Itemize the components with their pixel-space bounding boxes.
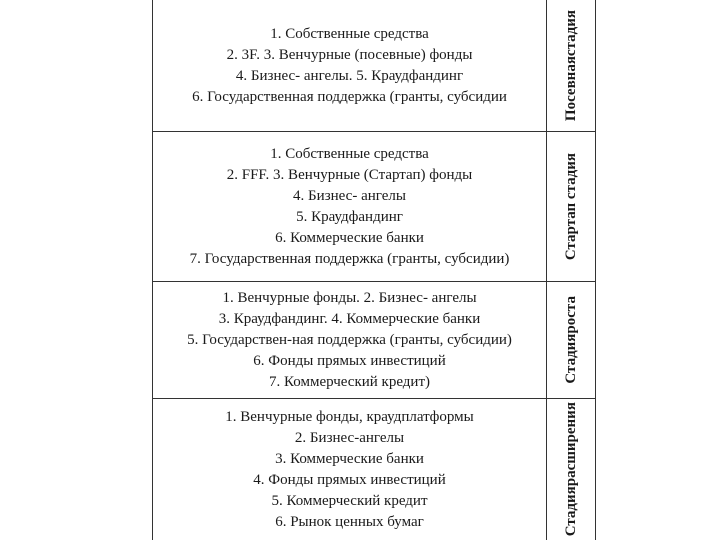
table-row-startup-stage — [153, 131, 595, 281]
stage-name-cell — [546, 132, 595, 281]
stage-label — [562, 153, 580, 260]
funding-source-line: 3. Краудфандинг. 4. Коммерческие банки — [218, 310, 481, 327]
funding-source-line: 4. Бизнес- ангелы. 5. Краудфандинг — [235, 67, 464, 84]
funding-sources-cell — [153, 282, 546, 398]
stage-label — [562, 402, 580, 536]
stage-name-cell — [546, 0, 595, 131]
funding-source-line: 6. Коммерческие банки — [275, 229, 424, 246]
funding-sources-cell — [153, 132, 546, 281]
funding-stages-table — [152, 0, 596, 540]
funding-sources-cell — [153, 399, 546, 540]
funding-source-line: 7. Государственная поддержка (гранты, субсидии) — [189, 250, 510, 267]
funding-source-line: 5. Краудфандинг — [296, 208, 403, 225]
stage-label — [562, 296, 580, 384]
stage-label-line: Стадия — [563, 486, 579, 537]
funding-source-line: 3. Коммерческие банки — [275, 450, 424, 467]
stage-label-line: стадия — [563, 9, 579, 57]
table-row-seed-stage — [153, 0, 595, 131]
funding-sources-cell — [153, 0, 546, 131]
funding-source-line: 1. Венчурные фонды, краудплатформы — [225, 408, 474, 425]
funding-source-line: 2. FFF. 3. Венчурные (Стартап) фонды — [226, 166, 473, 183]
funding-source-line: 2. 3F. 3. Венчурные (посевные) фонды — [226, 46, 473, 63]
stage-label-line: Стартап стадия — [563, 152, 579, 261]
funding-source-line: 2. Бизнес-ангелы — [294, 429, 405, 446]
table-row-expansion-stage — [153, 398, 595, 540]
stage-label-line: Стадия — [563, 333, 579, 384]
stage-name-cell — [546, 399, 595, 540]
funding-source-line: 1. Собственные средства — [270, 25, 429, 42]
stage-name-cell — [546, 282, 595, 398]
funding-source-line: 6. Рынок ценных бумаг — [275, 513, 424, 530]
stage-label-line: роста — [563, 296, 579, 334]
funding-source-line: 4. Бизнес- ангелы — [293, 187, 406, 204]
table-row-growth-stage — [153, 281, 595, 398]
funding-source-line: 5. Государствен-ная поддержка (гранты, субсидии) — [187, 331, 512, 348]
funding-source-line: 5. Коммерческий кредит — [271, 492, 428, 509]
funding-source-line: 4. Фонды прямых инвестиций — [253, 471, 446, 488]
stage-label — [562, 10, 580, 121]
stage-label-line: Посевная — [563, 56, 579, 122]
funding-source-line: 1. Собственные средства — [270, 145, 429, 162]
funding-source-line: 1. Венчурные фонды. 2. Бизнес- ангелы — [222, 289, 477, 306]
funding-source-line: 6. Фонды прямых инвестиций — [253, 352, 446, 369]
funding-source-line: 7. Коммерческий кредит) — [268, 373, 431, 390]
funding-source-line: 6. Государственная поддержка (гранты, субсидии — [192, 88, 507, 105]
stage-label-line: расширения — [563, 402, 579, 487]
